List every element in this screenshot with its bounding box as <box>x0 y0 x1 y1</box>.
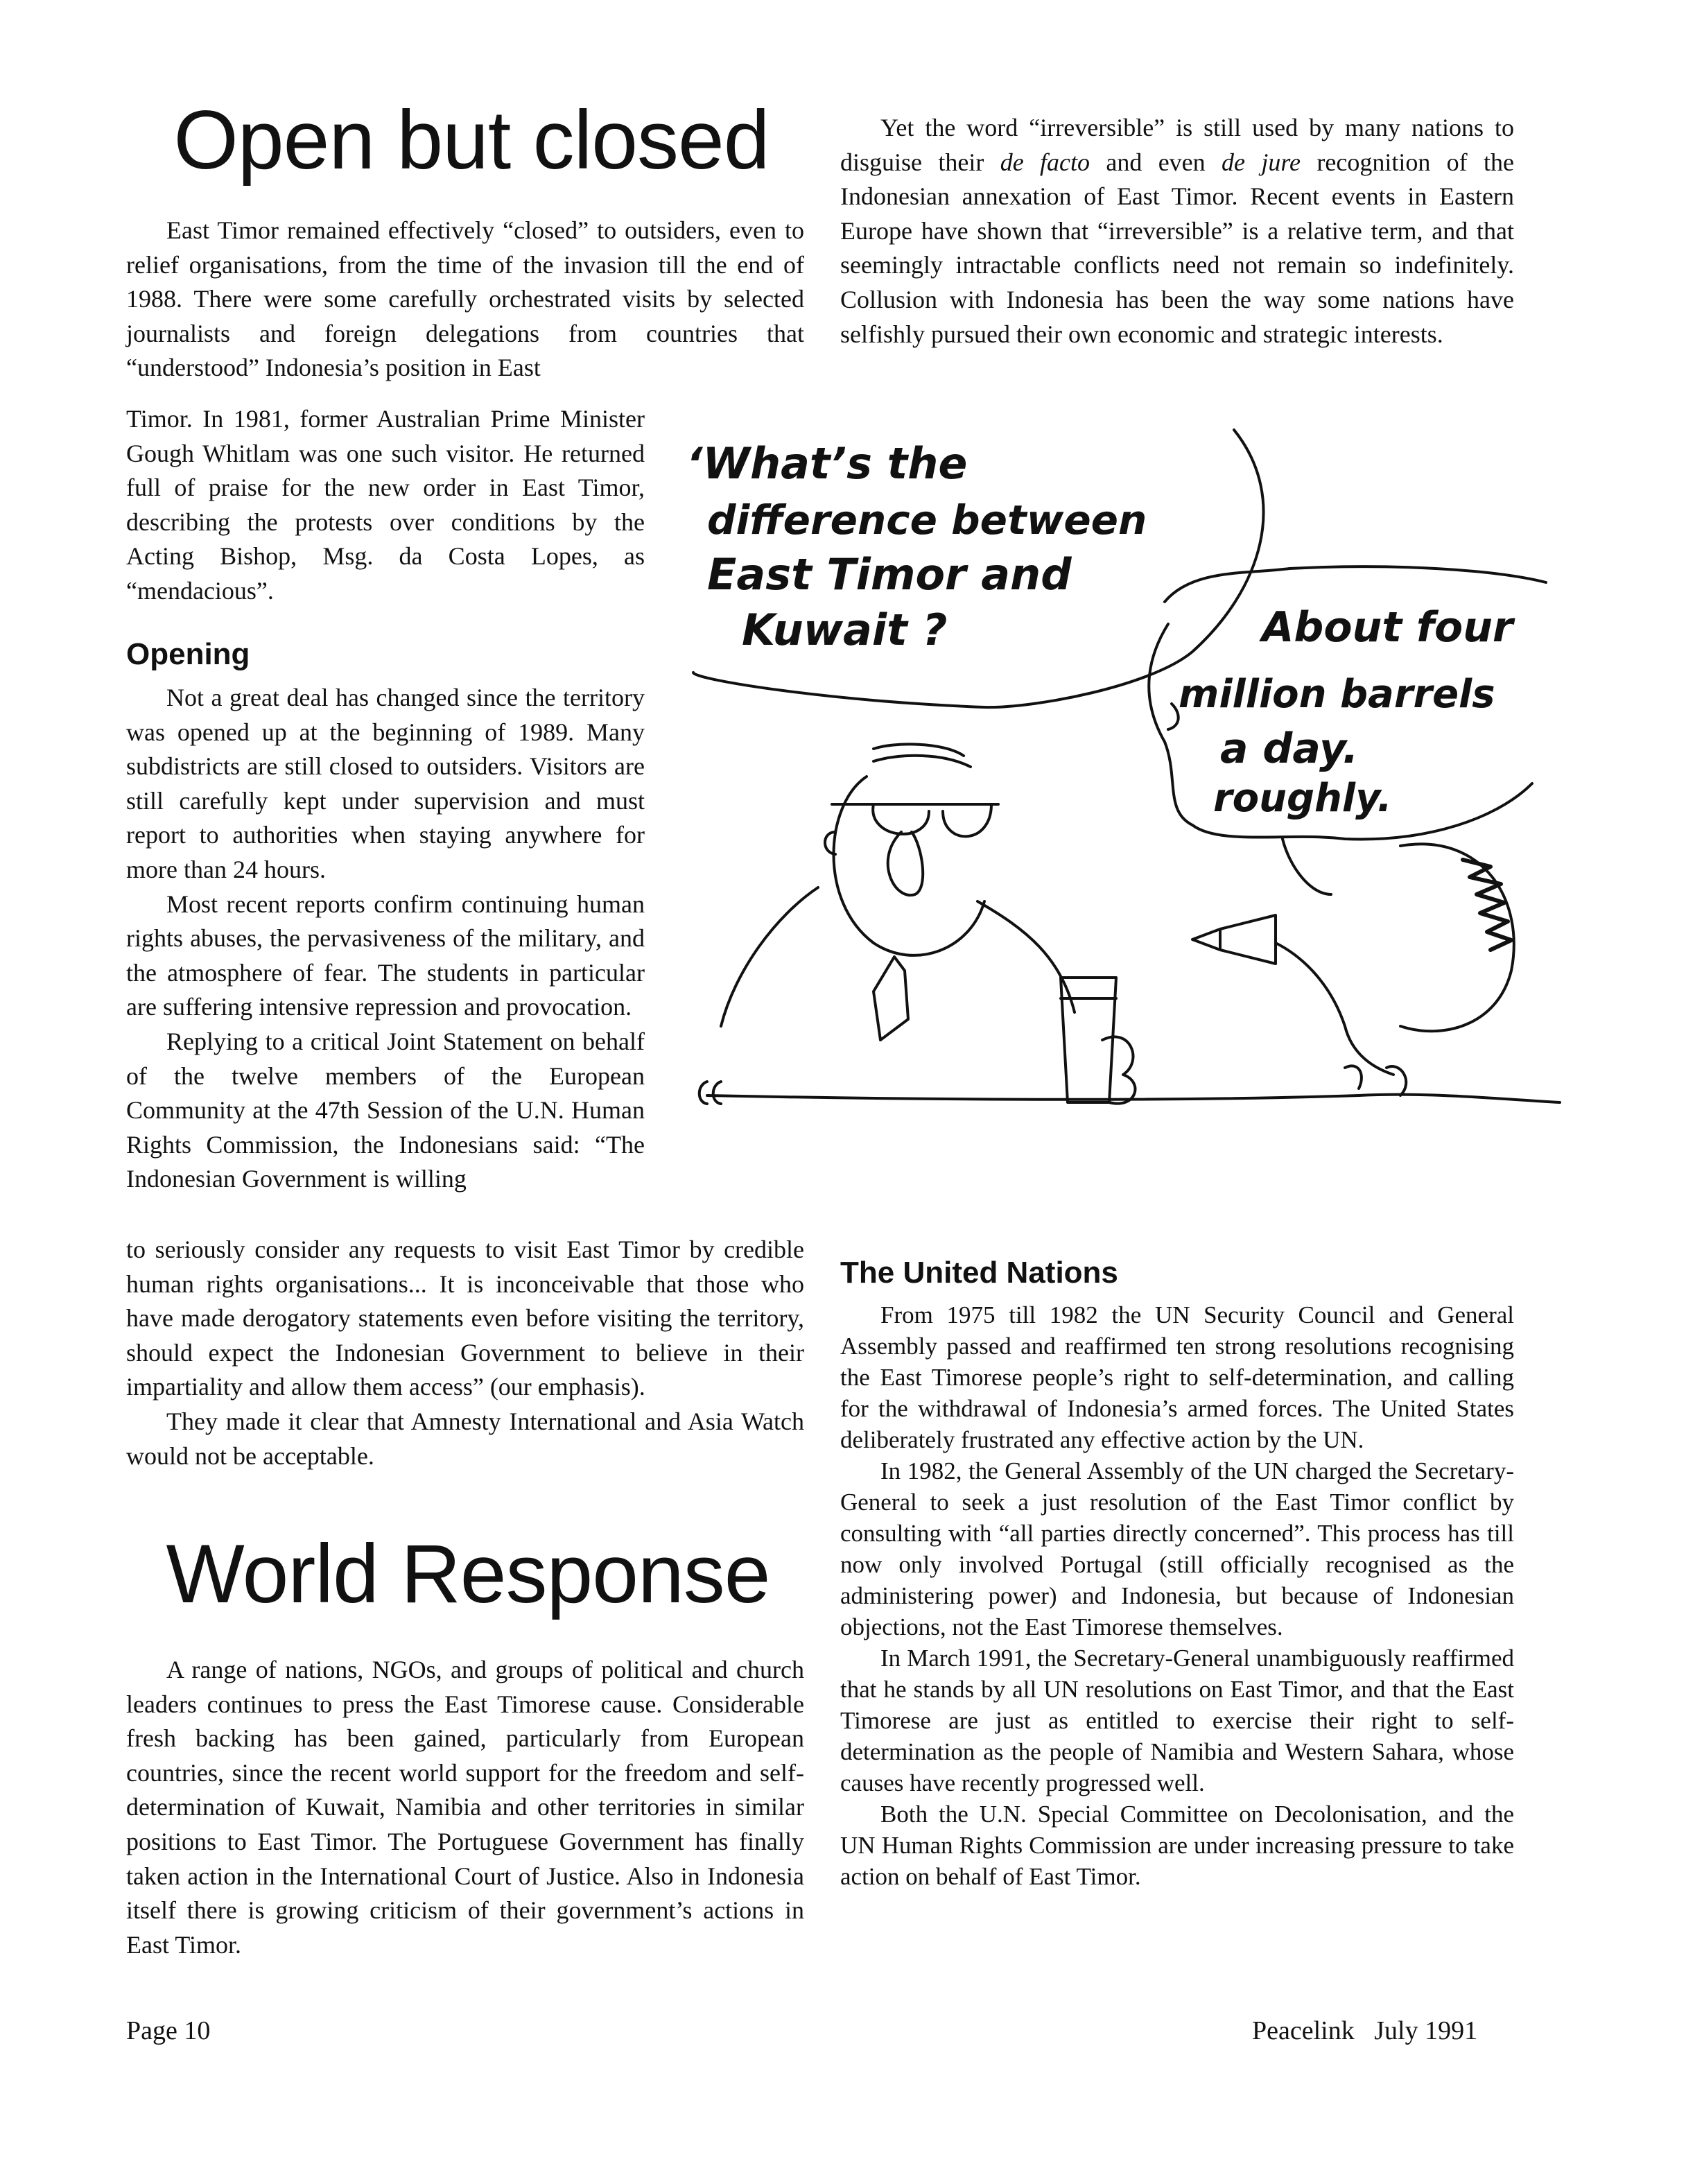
drinker-head <box>1400 844 1514 1031</box>
publication-date: July 1991 <box>1374 2016 1478 2045</box>
beer-hand <box>1102 1037 1135 1103</box>
italic-term: de jure <box>1222 148 1301 176</box>
speech-line: East Timor and <box>707 549 1072 600</box>
right-column-irreversible <box>840 111 1514 352</box>
world-response-paragraph: A range of nations, NGOs, and groups of political and church leaders continues to press the East Timorese cause. Considerable fresh backing has been gained, particularly from European countries, since the recent world support for the freedom and self-determination of Kuwait, Namibia and other territories in similar positions to East Timor. The Portuguese Government has finally taken action in the International Court of Justice. Also in Indonesia itself there is growing criticism of their government’s actions in East Timor. <box>126 1656 804 1959</box>
man-tie <box>874 957 908 1040</box>
world-response-column <box>126 1653 804 1962</box>
wine-glass <box>1192 915 1276 964</box>
un-paragraph: In 1982, the General Assembly of the UN charged the Secretary-General to seek a just resolution of the East Timor conflict by consulting with “all parties directly concerned”. This process has till now only involved Portugal (still officially recognised as the administering power) and Indonesia, but because of Indonesian objections, not the East Timorese themselves. <box>840 1457 1514 1640</box>
un-paragraph: Both the U.N. Special Committee on Decolonisation, and the UN Human Rights Commission are under increasing pressure to take action on behalf of East Timor. <box>840 1801 1514 1890</box>
opening-heading: Opening <box>126 637 250 671</box>
cartoon-illustration <box>666 416 1567 1165</box>
article-title-open-but-closed: Open but closed <box>173 94 770 187</box>
publication-footer <box>1252 2018 1477 2044</box>
irreversible-paragraph <box>840 111 1514 352</box>
speech-bubble-tail-left <box>1168 704 1179 729</box>
intro-column-narrow <box>126 402 645 609</box>
reply-line: million barrels <box>1179 672 1495 717</box>
man-body <box>721 887 1075 1026</box>
united-nations-column <box>840 1299 1514 1892</box>
opening-column-narrow <box>126 681 645 1197</box>
text-run: Yet the word “irreversible” is still used by many nations to disguise their <box>840 114 1514 176</box>
opening-paragraph: Most recent reports confirm continuing human rights abuses, the pervasiveness of the military, and the atmosphere of fear. The students in particular are suffering intensive repression and provocation. <box>126 890 645 1021</box>
opening-column-wide <box>126 1233 804 1473</box>
un-paragraph: From 1975 till 1982 the UN Security Council and General Assembly passed and reaffirmed ten strong resolutions recognising the East Timorese people’s right to self-determination, and calling for the withdrawal of Indonesia’s armed forces. The United States deliberately frustrated any effective action by the UN. <box>840 1301 1514 1453</box>
united-nations-heading: The United Nations <box>840 1256 1118 1290</box>
man-hair <box>874 744 971 767</box>
opening-paragraph: Not a great deal has changed since the territory was opened up at the beginning of 1989. Many subdistricts are still closed to outsiders. Visitors are still carefully kept under supervision and must report to authorities when staying anywhere for more than 24 hours. <box>126 684 645 883</box>
text-run: and even <box>1090 148 1222 176</box>
man-nose <box>888 832 923 895</box>
left-hand-on-bar <box>699 1082 721 1104</box>
speech-line: Kuwait ? <box>742 605 948 655</box>
drinker-hair <box>1463 860 1511 950</box>
publication-name: Peacelink <box>1252 2016 1355 2045</box>
intro-column-wide <box>126 214 804 385</box>
drinker-arm <box>1276 943 1393 1075</box>
opening-paragraph-continued: to seriously consider any requests to visit East Timor by credible human rights organisations... It is inconceivable that those who have made derogatory statements even before visiting the territory, should expect the Indonesian Government to believe in their impartiality and allow them access” (our emphasis). <box>126 1236 804 1401</box>
page-number: Page 10 <box>126 2016 211 2045</box>
article-title-world-response: World Response <box>166 1527 770 1620</box>
opening-paragraph: Replying to a critical Joint Statement on behalf of the twelve members of the European Community at the 47th Session of the U.N. Human Rights Commission, the Indonesians said: “The Indonesian Government is willing <box>126 1027 645 1193</box>
man-glasses <box>832 804 998 836</box>
speech-bubble-tail-right <box>1283 839 1331 894</box>
text-run: recognition of the Indonesian annexation of East Timor. Recent events in Eastern Europe have shown that “irreversible” is a relative term, and that seemingly intractable conflicts need not remain so indefinitely. Collusion with Indonesia has been the way some nations have selfishly pursued their own economic and strategic interests. <box>840 148 1514 348</box>
intro-paragraph-continued: Timor. In 1981, former Australian Prime Minister Gough Whitlam was one such visitor. He returned full of praise for the new order in East Timor, describing the protests over conditions by the Acting Bishop, Msg. da Costa Lopes, as “mendacious”. <box>126 405 645 605</box>
un-paragraph: In March 1991, the Secretary-General unambiguously reaffirmed that he stands by all UN resolutions on East Timor, and that the East Timorese are just as entitled to exercise their right to self- determination as the people of Namibia and Western Sahara, whose causes have recently progressed well. <box>840 1645 1514 1796</box>
reply-line: a day. <box>1220 725 1359 773</box>
intro-paragraph: East Timor remained effectively “closed” to outsiders, even to relief organisations, from the time of the invasion till the end of 1988. There were some carefully orchestrated visits by selected journalists and foreign delegations from countries that “understood” Indonesia’s position in East <box>126 216 804 382</box>
italic-term: de facto <box>1000 148 1090 176</box>
reply-line: roughly. <box>1213 776 1392 821</box>
reply-line: About four <box>1262 603 1513 652</box>
speech-line: difference between <box>707 496 1147 544</box>
speech-line: ‘What’s the <box>686 438 968 489</box>
opening-paragraph: They made it clear that Amnesty International and Asia Watch would not be acceptable. <box>126 1407 804 1470</box>
drinker-hand <box>1345 1066 1406 1095</box>
